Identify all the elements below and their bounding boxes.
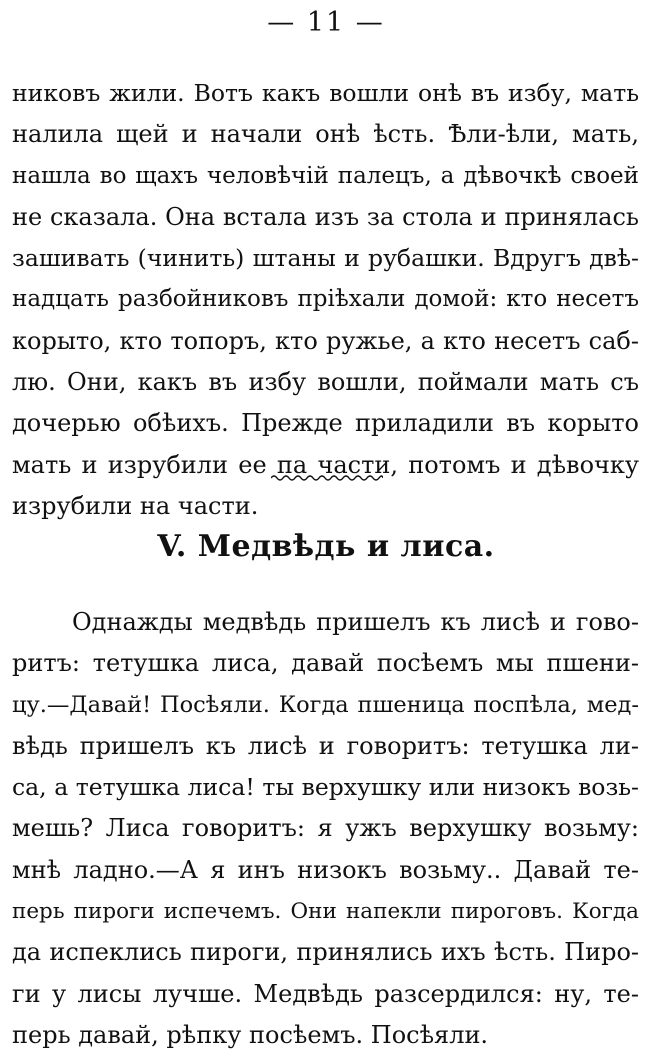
text-line: мешь? Лиса говоритъ: я ужъ верхушку возьму: [12,814,639,843]
text-line: перь пироги испечемъ. Они напекли пироговъ. Когда [12,899,639,925]
text-line: надцать разбойниковъ пріѣхали домой: кто несетъ [12,286,639,313]
text-line: ги у лисы лучше. Медвѣдь разсердился: ну, те- [12,979,639,1008]
section-title: V. Медвѣдь и лиса. [157,529,495,564]
text-line: цу.—Давай! Посѣяли. Когда пшеница поспѣла, мед- [12,691,639,718]
text-line: перь давай, рѣпку посѣемъ. Посѣяли. [12,1020,489,1049]
text-line: изрубили на части. [12,491,259,520]
text-line: Однажды медвѣдь пришелъ къ лисѣ и гово- [72,608,639,636]
paragraph-2 [12,602,639,1056]
text-line: мать и изрубили ее па части, потомъ и дѣвочку [12,450,639,479]
text-line: корыто, кто топоръ, кто ружье, а кто несетъ саб- [12,326,639,355]
text-line: да испеклись пироги, принялись ихъ ѣсть. Пиро- [12,938,639,967]
text-line: зашивать (чинить) штаны и рубашки. Вдругъ двѣ- [12,244,639,273]
text-line: никовъ жили. Вотъ какъ вошли онѣ въ избу, мать [12,79,639,107]
paragraph-1 [12,73,639,527]
text-line: ритъ: тетушка лиса, давай посѣемъ мы пшени- [12,649,639,678]
text-line: са, а тетушка лиса! ты верхушку или низокъ возь- [12,773,639,802]
text-line: нашла во щахъ человѣчій палецъ, а дѣвочкѣ своей [12,162,639,189]
text-line: лю. Они, какъ въ избу вошли, поймали мать съ [12,368,639,397]
text-line: дочерью обѣихъ. Прежде приладили въ корыто [12,409,639,438]
text-line: налила щей и начали онѣ ѣсть. Ѣли-ѣли, мать, [12,120,639,149]
page-number: — 11 — [267,7,385,38]
text-line: вѣдь пришелъ къ лисѣ и говоритъ: тетушка ли- [12,731,639,760]
text-line: не сказала. Она встала изъ за стола и принялась [12,202,639,231]
text-line: мнѣ ладно.—А я инъ низокъ возьму.. Давай те- [12,855,639,884]
wavy-divider [271,472,383,484]
